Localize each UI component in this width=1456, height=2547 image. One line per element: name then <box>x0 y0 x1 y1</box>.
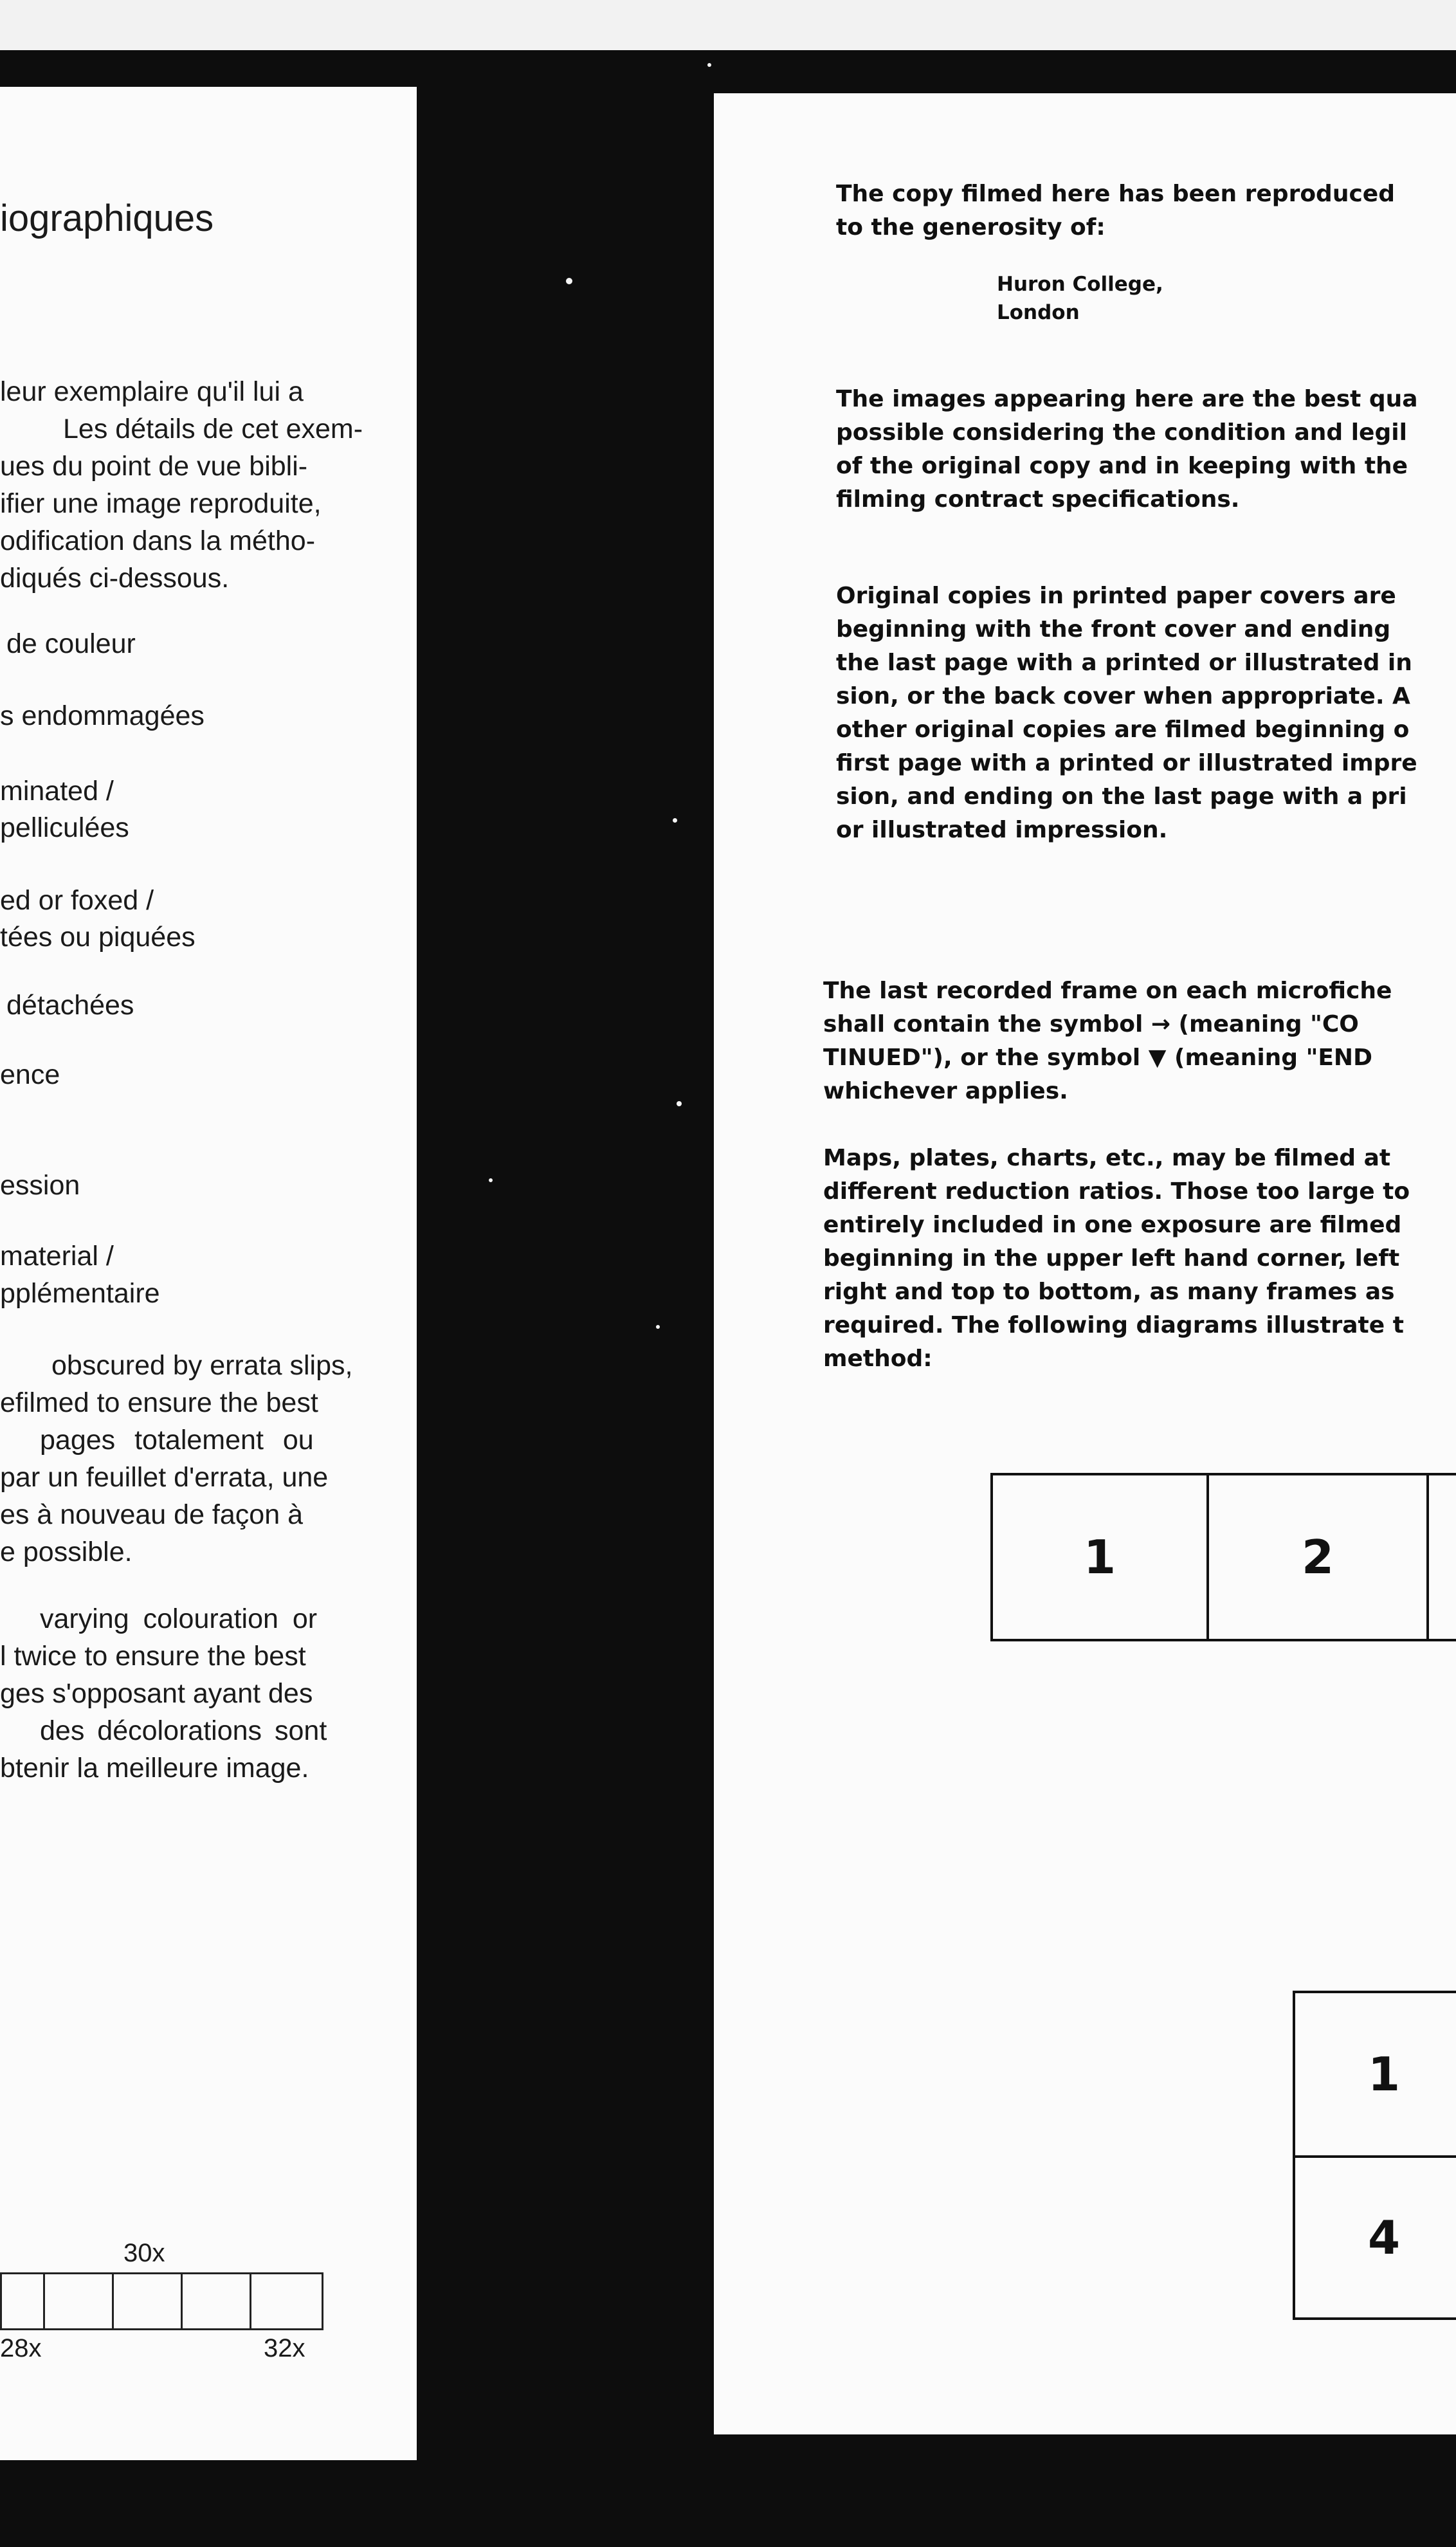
right-line: right and top to bottom, as many frames as <box>823 1279 1395 1305</box>
left-line: pplémentaire <box>0 1278 160 1309</box>
left-line: es à nouveau de façon à <box>0 1499 303 1530</box>
right-line: possible considering the condition and legil <box>836 419 1407 446</box>
right-line: first page with a printed or illustrated impre <box>836 750 1417 776</box>
left-line: ence <box>0 1059 60 1090</box>
left-line: ifier une image reproduite, <box>0 488 322 519</box>
right-line: Maps, plates, charts, etc., may be filmed at <box>823 1145 1391 1171</box>
right-line: The last recorded frame on each microfiche <box>823 978 1392 1004</box>
right-line: of the original copy and in keeping with the <box>836 453 1408 479</box>
dust-speck <box>489 1178 493 1182</box>
left-line: efilmed to ensure the best <box>0 1387 318 1418</box>
left-line: des décolorations sont <box>40 1715 327 1746</box>
right-line: required. The following diagrams illustrate t <box>823 1312 1404 1338</box>
ruler-label-28x: 28x <box>0 2334 42 2362</box>
right-line: different reduction ratios. Those too large to <box>823 1178 1410 1205</box>
left-line: ed or foxed / <box>0 885 154 916</box>
dust-speck <box>656 1325 660 1329</box>
right-line: method: <box>823 1346 933 1372</box>
right-line: beginning in the upper left hand corner, left <box>823 1245 1400 1272</box>
diagram-grid-cell-1: 1 <box>1293 1991 1456 2158</box>
left-line: pelliculées <box>0 812 129 843</box>
diagram-frame-3 <box>1426 1473 1456 1641</box>
right-line: Original copies in printed paper covers are <box>836 583 1396 609</box>
right-line: entirely included in one exposure are filmed <box>823 1212 1402 1238</box>
right-line: filming contract specifications. <box>836 486 1240 513</box>
right-line: TINUED"), or the symbol ▼ (meaning "END <box>823 1045 1372 1071</box>
ruler-cell <box>250 2272 323 2330</box>
left-line: minated / <box>0 776 114 807</box>
right-line: or illustrated impression. <box>836 817 1168 843</box>
left-line: diqués ci-dessous. <box>0 563 230 594</box>
right-line: The images appearing here are the best qua <box>836 386 1418 412</box>
right-line: Huron College, <box>997 273 1163 296</box>
left-line: varying colouration or <box>40 1603 318 1634</box>
left-line: par un feuillet d'errata, une <box>0 1462 329 1493</box>
right-page <box>714 93 1456 2434</box>
ruler-cell <box>181 2272 251 2330</box>
right-line: shall contain the symbol → (meaning "CO <box>823 1011 1359 1037</box>
left-page <box>0 87 417 2460</box>
left-line: ues du point de vue bibli- <box>0 451 308 482</box>
left-line: e possible. <box>0 1537 132 1567</box>
left-line: btenir la meilleure image. <box>0 1753 309 1784</box>
left-line: tées ou piquées <box>0 922 196 953</box>
dust-speck <box>673 818 677 823</box>
right-line: London <box>997 301 1080 324</box>
dust-speck <box>566 278 572 284</box>
left-line: odification dans la métho- <box>0 525 316 556</box>
ruler-cell <box>43 2272 114 2330</box>
left-line: détachées <box>6 990 134 1021</box>
left-line: leur exemplaire qu'il lui a <box>0 376 304 407</box>
right-line: to the generosity of: <box>836 214 1106 241</box>
left-line: l twice to ensure the best <box>0 1641 306 1672</box>
left-line: material / <box>0 1241 114 1272</box>
dust-speck <box>707 63 711 67</box>
ruler-label-30x: 30x <box>123 2239 165 2267</box>
left-line: pages totalement ou <box>40 1425 314 1456</box>
left-line: ges s'opposant ayant des <box>0 1678 313 1709</box>
right-line: The copy filmed here has been reproduced <box>836 181 1395 207</box>
left-line: s endommagées <box>0 700 205 731</box>
right-line: sion, or the back cover when appropriate. A <box>836 683 1410 709</box>
left-line: ession <box>0 1170 80 1201</box>
diagram-frame-2: 2 <box>1206 1473 1429 1641</box>
left-line: Les détails de cet exem- <box>63 414 363 444</box>
left-line: obscured by errata slips, <box>51 1350 353 1381</box>
dust-speck <box>677 1101 682 1106</box>
diagram-grid-cell-4: 4 <box>1293 2155 1456 2320</box>
ruler-label-32x: 32x <box>264 2334 305 2362</box>
right-line: sion, and ending on the last page with a pri <box>836 783 1407 810</box>
right-line: the last page with a printed or illustrated in <box>836 650 1412 676</box>
right-line: other original copies are filmed beginning o <box>836 717 1410 743</box>
ruler-cell <box>112 2272 183 2330</box>
left-line: de couleur <box>6 628 136 659</box>
right-line: beginning with the front cover and ending <box>836 616 1391 643</box>
scan-top-margin <box>0 0 1456 50</box>
left-page-heading: iographiques <box>0 197 214 239</box>
ruler-cell <box>0 2272 45 2330</box>
right-line: whichever applies. <box>823 1078 1068 1104</box>
diagram-frame-1: 1 <box>990 1473 1209 1641</box>
